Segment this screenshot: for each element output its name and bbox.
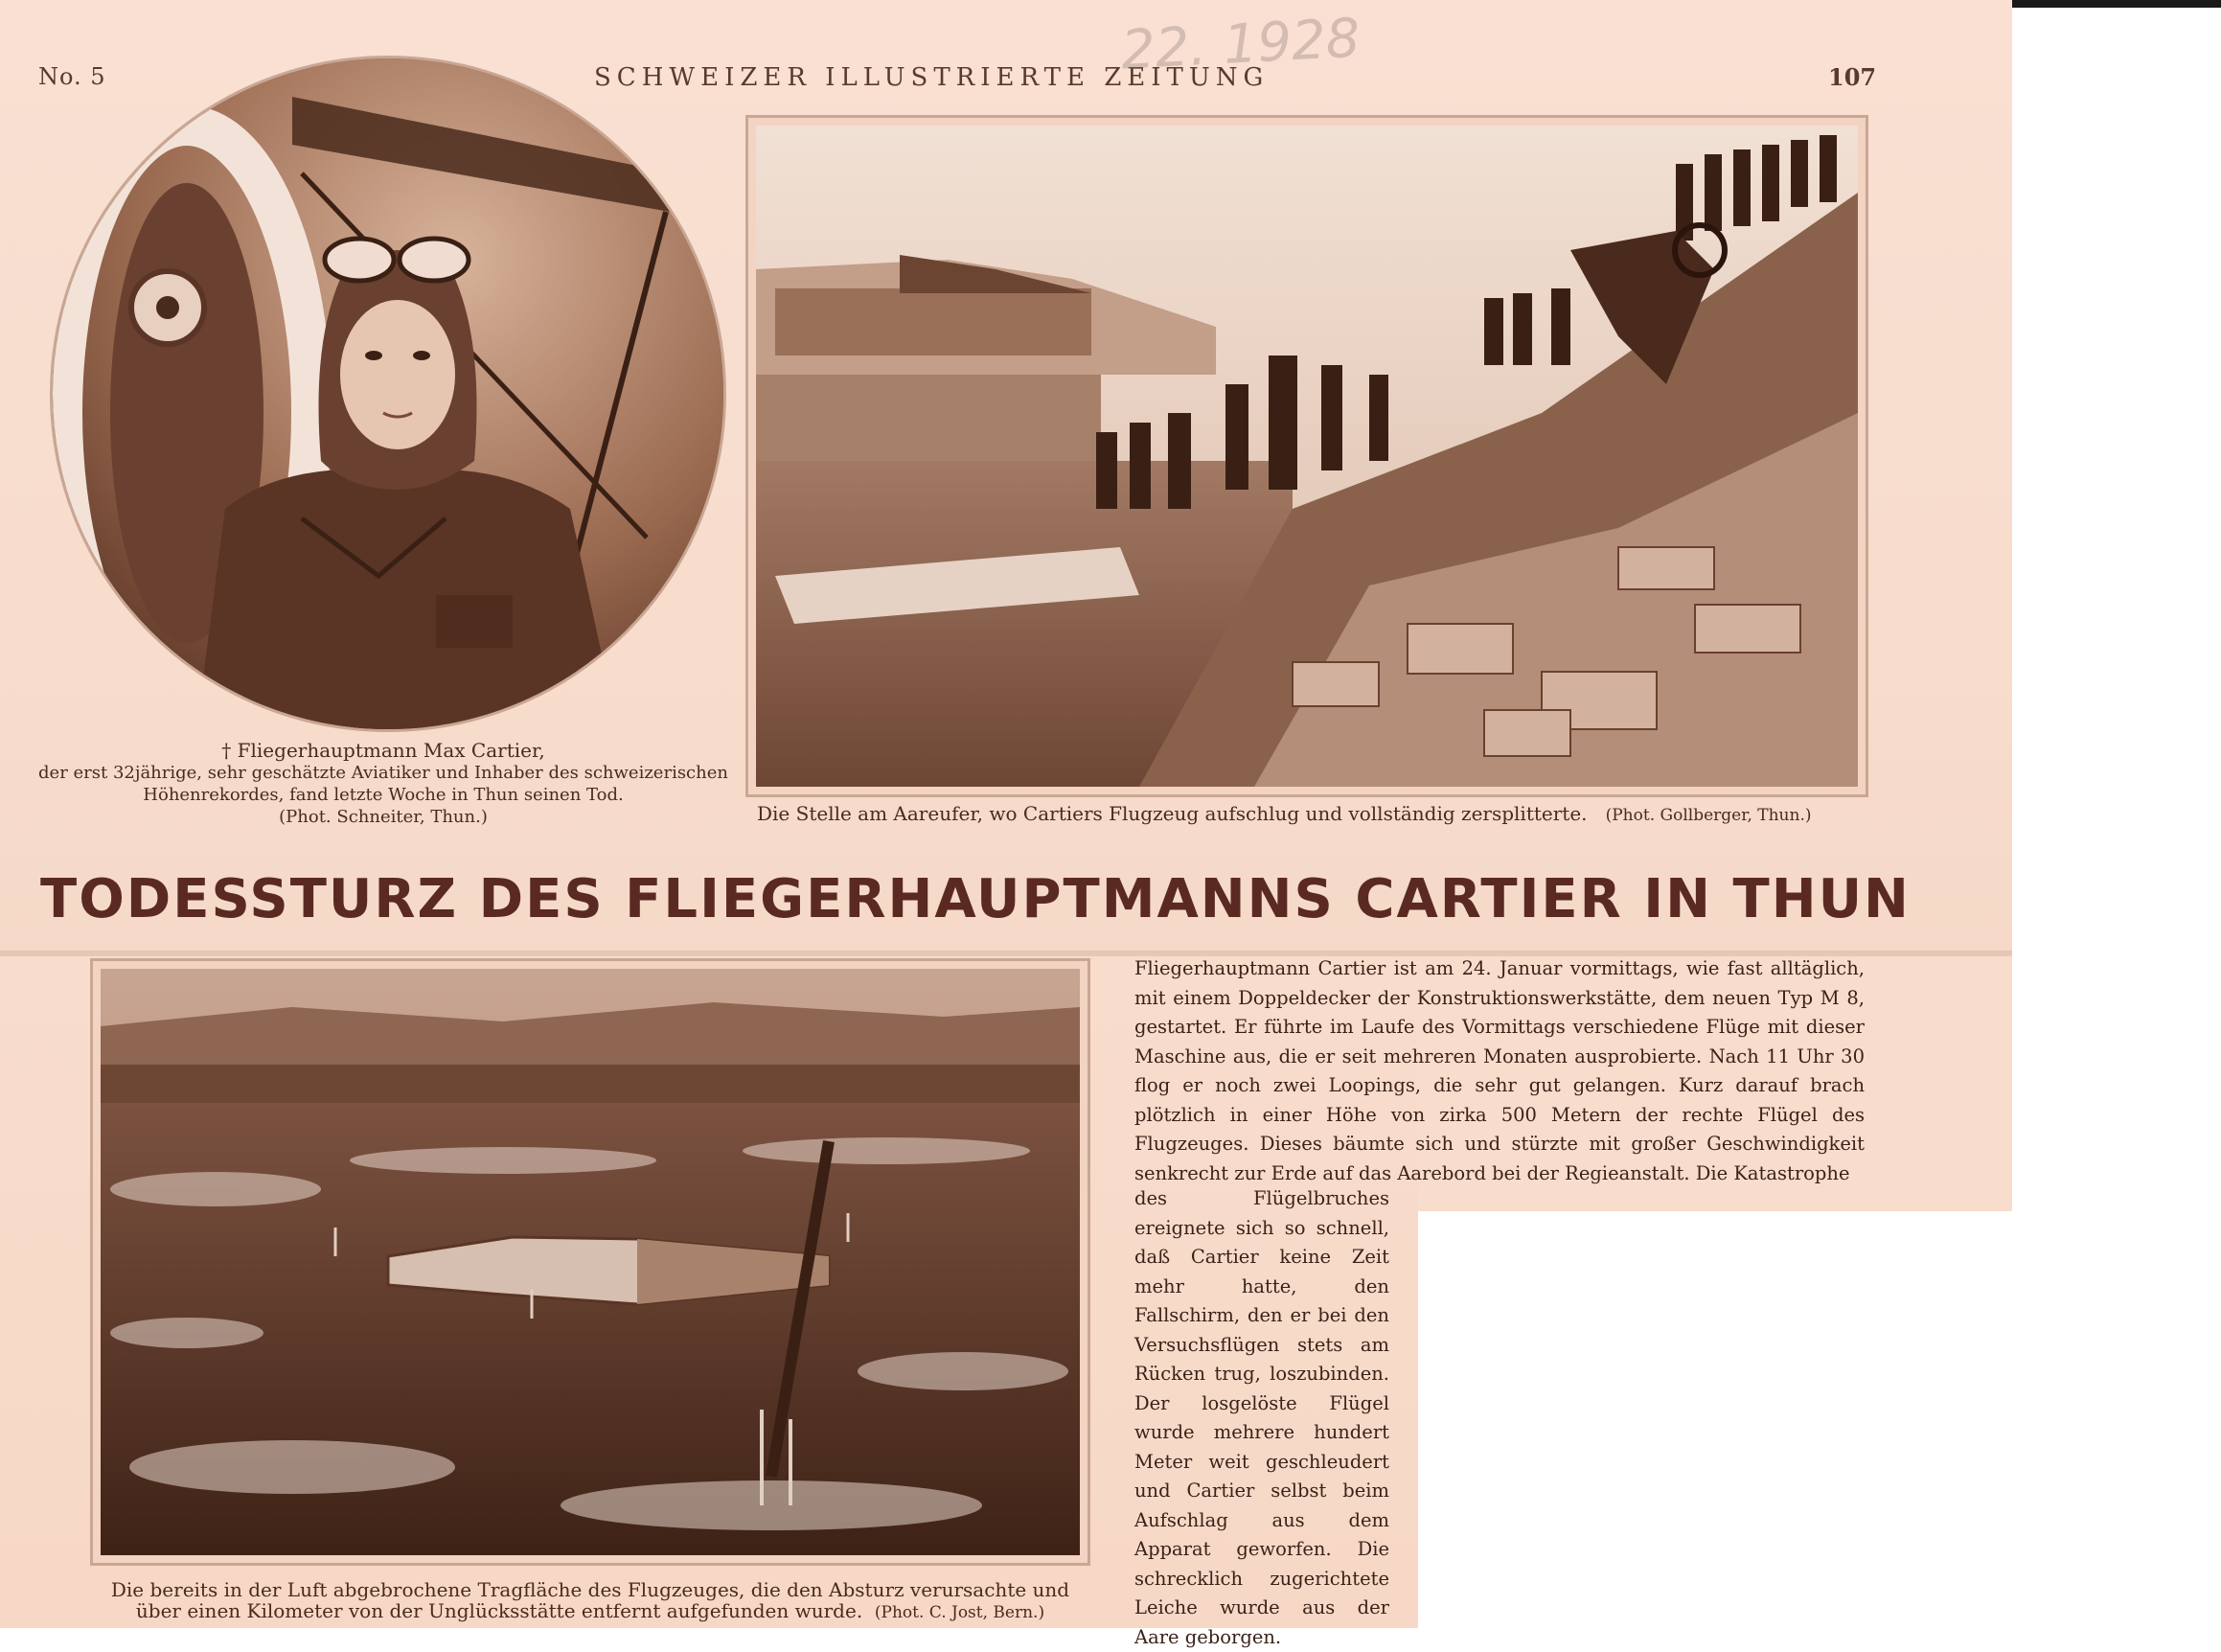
issue-number: No. 5 — [38, 63, 106, 90]
headline: TODESSTURZ DES FLIEGERHAUPTMANNS CARTIER IN THUN — [40, 868, 1911, 930]
portrait-photo — [50, 56, 726, 732]
page-number: 107 — [1828, 63, 1877, 91]
wing-caption — [92, 1579, 1088, 1623]
wing-photo — [90, 958, 1090, 1566]
publication-title: SCHWEIZER ILLUSTRIERTE ZEITUNG — [594, 63, 1270, 92]
crash-site-photo — [745, 115, 1868, 797]
crash-site-credit: (Phot. Gollberger, Thun.) — [1605, 806, 1812, 825]
portrait-credit: (Phot. Schneiter, Thun.) — [279, 807, 488, 827]
scan-edge — [2012, 0, 2221, 8]
article-paragraph-narrow: des Flügelbruches ereignete sich so schnell, daß Cartier keine Zeit mehr hatte, den Fallschirm, den er bei den Versuchsflügen stets am Rücken trug, loszubinden. Der losgelöste Flügel wurde mehrere hundert Meter weit geschleudert und Cartier selbst beim Aufschlag aus dem Apparat geworfen. Die schrecklich zugerichtete Leiche wurde aus der Aare geborgen. — [1134, 1187, 1389, 1648]
portrait-caption-text: der erst 32jährige, sehr geschätzte Aviatiker und Inhaber des schweizerischen Höhenrekordes, fand letzte Woche in Thun seinen Tod. — [38, 763, 728, 805]
portrait-illustration — [53, 58, 723, 729]
crash-site-caption — [757, 803, 1868, 827]
wing-credit: (Phot. C. Jost, Bern.) — [874, 1603, 1045, 1622]
article-narrow-column — [1134, 1184, 1389, 1652]
portrait-caption — [38, 740, 728, 828]
article-paragraph-wide: Fliegerhauptmann Cartier ist am 24. Januar vormittags, wie fast alltäglich, mit einem Doppeldecker der Konstruktionswerkstätte, dem neuen Typ M 8, gestartet. Er führte im Laufe des Vormittags verschiedene Flüge mit dieser Maschine aus, die er seit mehreren Monaten ausprobierte. Nach 11 Uhr 30 flog er noch zwei Loopings, die sehr gut gelangen. Kurz darauf brach plötzlich in einer Höhe von zirka 500 Metern der rechte Flügel des Flugzeuges. Dieses bäumte sich und stürzte mit großer Geschwindigkeit senkrecht zur Erde auf das Aarebord bei der Regieanstalt. Die Katastrophe — [1134, 957, 1865, 1184]
portrait-caption-lead: † Fliegerhauptmann Max Cartier, — [221, 739, 545, 762]
wing-caption-text: Die bereits in der Luft abgebrochene Tragfläche des Flugzeuges, die den Absturz verursachte und über einen Kilometer von der Unglücksstätte entfernt aufgefunden wurde. — [110, 1578, 1070, 1622]
crash-site-illustration — [756, 126, 1858, 787]
article-wide-column — [1134, 954, 1865, 1188]
crash-site-caption-text: Die Stelle am Aareufer, wo Cartiers Flugzeug aufschlug und vollständig zersplitterte. — [757, 802, 1588, 825]
pencil-date-note: 22. 1928 — [1119, 7, 1362, 82]
wing-illustration — [101, 969, 1080, 1555]
